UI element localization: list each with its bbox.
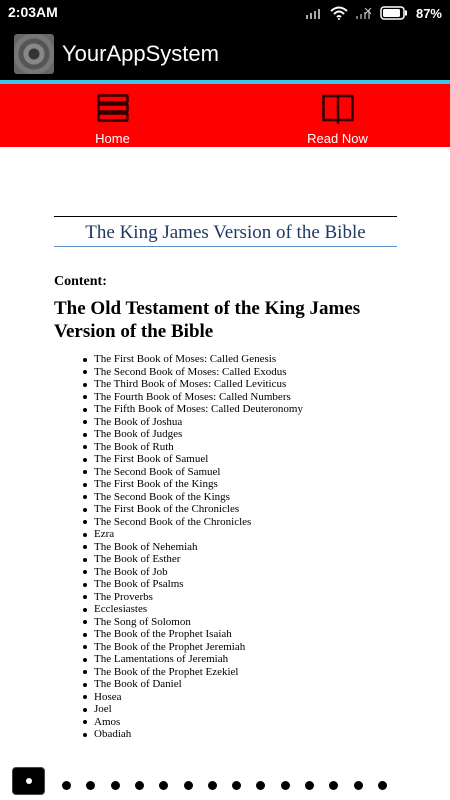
book-list-item[interactable]: The Book of the Prophet Jeremiah: [94, 641, 303, 654]
tab-home-label: Home: [95, 131, 130, 146]
book-list-item[interactable]: The First Book of Moses: Called Genesis: [94, 353, 303, 366]
app-bar: [0, 26, 450, 80]
book-list-item[interactable]: The Book of the Prophet Ezekiel: [94, 666, 303, 679]
pager-dot[interactable]: [329, 781, 338, 790]
book-list-item[interactable]: Obadiah: [94, 728, 303, 741]
pager-dot[interactable]: [62, 781, 71, 790]
pager-dot[interactable]: [159, 781, 168, 790]
signal-bars-icon: [306, 7, 322, 19]
book-list-item[interactable]: The Book of Nehemiah: [94, 541, 303, 554]
book-list-item[interactable]: The Book of Psalms: [94, 578, 303, 591]
book-list-item[interactable]: The Book of Judges: [94, 428, 303, 441]
book-list-item[interactable]: The First Book of the Chronicles: [94, 503, 303, 516]
book-list-item[interactable]: Ecclesiastes: [94, 603, 303, 616]
battery-icon: [380, 6, 408, 20]
book-list-item[interactable]: Hosea: [94, 691, 303, 704]
pager-dot[interactable]: [86, 781, 95, 790]
pager-dot[interactable]: [378, 781, 387, 790]
book-list-item[interactable]: Joel: [94, 703, 303, 716]
pager-dot[interactable]: [135, 781, 144, 790]
book-list-item[interactable]: The Fourth Book of Moses: Called Numbers: [94, 391, 303, 404]
pager-dot[interactable]: [281, 781, 290, 790]
status-bar: [0, 0, 450, 26]
book-list-item[interactable]: Ezra: [94, 528, 303, 541]
book-list-item[interactable]: The Second Book of Samuel: [94, 466, 303, 479]
book-list-item[interactable]: The Book of Job: [94, 566, 303, 579]
book-list-item[interactable]: The Second Book of the Chronicles: [94, 516, 303, 529]
book-list-item[interactable]: The Fifth Book of Moses: Called Deuteronomy: [94, 403, 303, 415]
book-list-item[interactable]: The Lamentations of Jeremiah: [94, 653, 303, 666]
book-list-item[interactable]: The Second Book of the Kings: [94, 491, 303, 504]
pager-dot[interactable]: [111, 781, 120, 790]
content-label: Content:: [54, 274, 107, 289]
book-list-item[interactable]: The Book of Joshua: [94, 416, 303, 429]
pager-dot[interactable]: [232, 781, 241, 790]
book-list-item[interactable]: The Book of Esther: [94, 553, 303, 566]
book-list-item[interactable]: Amos: [94, 716, 303, 729]
document-title-box: [54, 216, 397, 247]
status-icons: [306, 3, 442, 23]
pager-current-page[interactable]: [12, 767, 45, 795]
book-list: [94, 353, 303, 741]
pager-dot[interactable]: [256, 781, 265, 790]
tab-bar: [0, 84, 450, 147]
pager-dot[interactable]: [208, 781, 217, 790]
app-logo-icon: [14, 34, 54, 74]
tab-read-now[interactable]: [225, 84, 450, 147]
battery-percent: 87%: [415, 5, 442, 21]
tab-home[interactable]: [0, 84, 225, 147]
book-list-item[interactable]: The Book of Daniel: [94, 678, 303, 691]
signal-weak-icon: [356, 7, 372, 19]
document-title: The King James Version of the Bible: [85, 222, 366, 243]
book-list-item[interactable]: The Proverbs: [94, 591, 303, 604]
page-indicator: [0, 766, 450, 800]
status-time: 2:03AM: [8, 4, 58, 20]
book-list-item[interactable]: The Second Book of Moses: Called Exodus: [94, 366, 303, 379]
pager-dot[interactable]: [184, 781, 193, 790]
pager-dot[interactable]: [354, 781, 363, 790]
pager-dot[interactable]: [305, 781, 314, 790]
tab-read-now-label: Read Now: [307, 131, 368, 146]
section-heading: The Old Testament of the King James Version of the Bible: [54, 298, 361, 342]
app-title: YourAppSystem: [62, 41, 219, 66]
menu-lines-icon: [97, 94, 129, 127]
book-list-item[interactable]: The Song of Solomon: [94, 616, 303, 629]
open-book-icon: [322, 94, 354, 131]
book-list-item[interactable]: The Third Book of Moses: Called Leviticus: [94, 378, 303, 391]
book-list-item[interactable]: The Book of the Prophet Isaiah: [94, 628, 303, 641]
book-list-item[interactable]: The First Book of the Kings: [94, 478, 303, 491]
book-list-item[interactable]: The First Book of Samuel: [94, 453, 303, 466]
book-list-item[interactable]: The Book of Ruth: [94, 441, 303, 454]
wifi-icon: [330, 6, 348, 20]
